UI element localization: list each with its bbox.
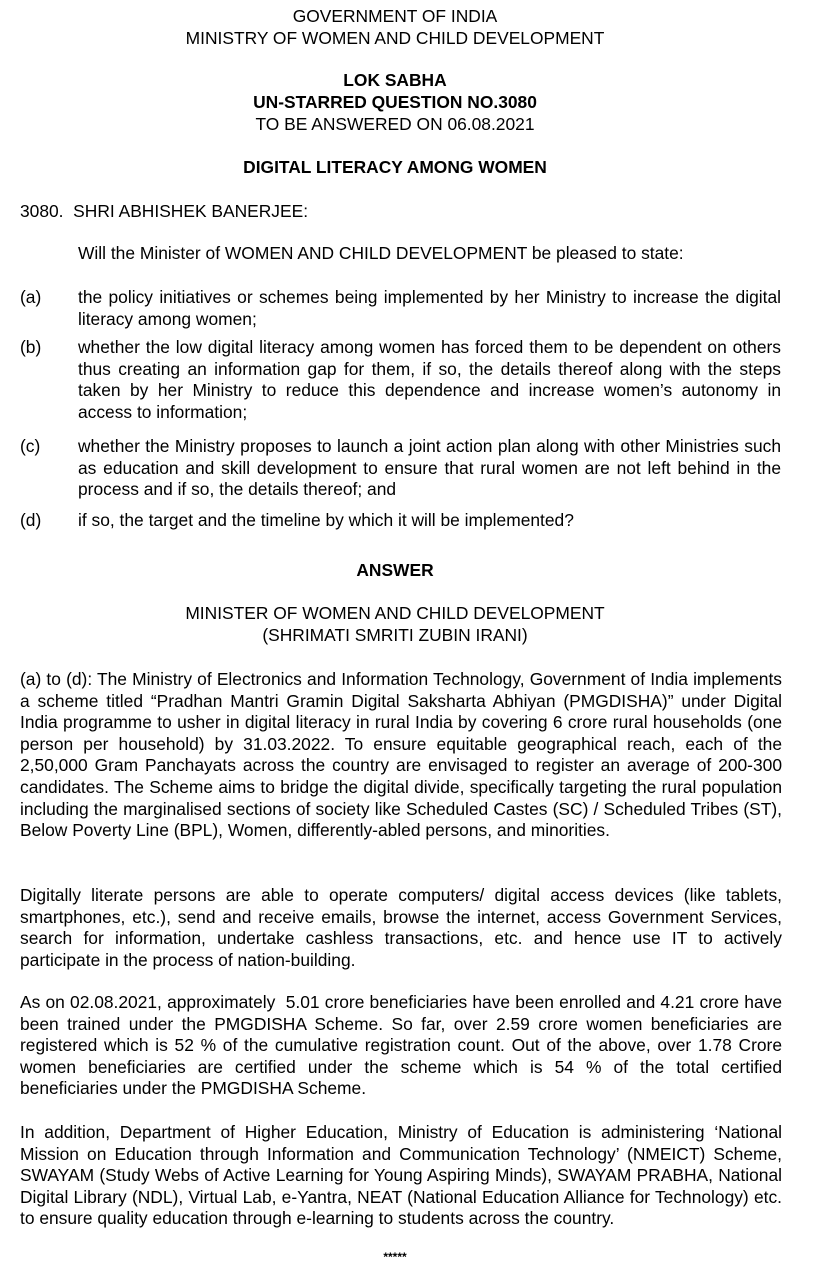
question-part-text: if so, the target and the timeline by which it will be implemented? bbox=[78, 510, 574, 530]
answer-heading: ANSWER bbox=[356, 560, 434, 580]
question-intro: Will the Minister of WOMEN AND CHILD DEVELOPMENT be pleased to state: bbox=[78, 243, 684, 263]
answer-paragraph: In addition, Department of Higher Education, Ministry of Education is administering ‘National Mission on Education through Information and Communication Technology’ (NMEICT) Scheme, SWAYAM (Study Webs of Active Learning for Young Aspiring Minds), SWAYAM PRABHA, National Digital Library (NDL), Virtual Lab, e-Yantra, NEAT (National Education Alliance for Technology) etc. to ensure quality education through e-learning to students across the country. bbox=[20, 1122, 782, 1229]
ministry-line: MINISTRY OF WOMEN AND CHILD DEVELOPMENT bbox=[185, 28, 605, 48]
question-number: UN-STARRED QUESTION NO.3080 bbox=[253, 92, 537, 112]
answer-date: TO BE ANSWERED ON 06.08.2021 bbox=[255, 114, 535, 134]
end-mark: ***** bbox=[383, 1250, 407, 1264]
answer-paragraph: (a) to (d): The Ministry of Electronics and Information Technology, Government of India implements a scheme titled “Pradhan Mantri Gramin Digital Saksharta Abhiyan (PMGDISHA)” under Digital India programme to usher in digital literacy in rural India by covering 6 crore rural households (one person per household) by 31.03.2022. To ensure equitable geographical reach, each of the 2,50,000 Gram Panchayats across the country are envisaged to register an average of 200-300 candidates. The Scheme aims to bridge the digital divide, specifically targeting the rural population including the marginalised sections of society like Scheduled Castes (SC) / Scheduled Tribes (ST), Below Poverty Line (BPL), Women, differently-abled persons, and minorities. bbox=[20, 669, 782, 841]
question-part-text: whether the Ministry proposes to launch a joint action plan along with other Ministries such as education and skill development to ensure that rural women are not left behind in the process and if so, the details thereof; and bbox=[78, 436, 781, 500]
answer-paragraph: As on 02.08.2021, approximately 5.01 crore beneficiaries have been enrolled and 4.21 crore have been trained under the PMGDISHA Scheme. So far, over 2.59 crore women beneficiaries are registered which is 52 % of the cumulative registration count. Out of the above, over 1.78 Crore women beneficiaries are certified under the scheme which is 54 % of the total certified beneficiaries under the PMGDISHA Scheme. bbox=[20, 992, 787, 1099]
house-line: LOK SABHA bbox=[343, 70, 447, 90]
government-line: GOVERNMENT OF INDIA bbox=[292, 6, 498, 26]
question-part-text: whether the low digital literacy among women has forced them to be dependent on others thus creating an information gap for them, if so, the details thereof along with the steps taken by her Ministry to reduce this dependence and increase women’s autonomy in access to information; bbox=[78, 337, 781, 422]
question-part-label: (c) bbox=[20, 436, 41, 456]
question-asker: 3080. SHRI ABHISHEK BANERJEE: bbox=[20, 201, 309, 221]
minister-name: (SHRIMATI SMRITI ZUBIN IRANI) bbox=[262, 625, 528, 645]
question-part-text: the policy initiatives or schemes being implemented by her Ministry to increase the digital literacy among women; bbox=[78, 287, 781, 329]
answer-paragraph: Digitally literate persons are able to operate computers/ digital access devices (like tablets, smartphones, etc.), send and receive emails, browse the internet, access Government Services, search for information, undertake cashless transactions, etc. and hence use IT to actively participate in the process of nation-building. bbox=[20, 885, 782, 970]
minister-title: MINISTER OF WOMEN AND CHILD DEVELOPMENT bbox=[185, 603, 605, 623]
question-part-label: (d) bbox=[20, 510, 42, 530]
question-part-label: (a) bbox=[20, 287, 42, 307]
subject-title: DIGITAL LITERACY AMONG WOMEN bbox=[243, 157, 547, 177]
question-part-label: (b) bbox=[20, 337, 42, 357]
